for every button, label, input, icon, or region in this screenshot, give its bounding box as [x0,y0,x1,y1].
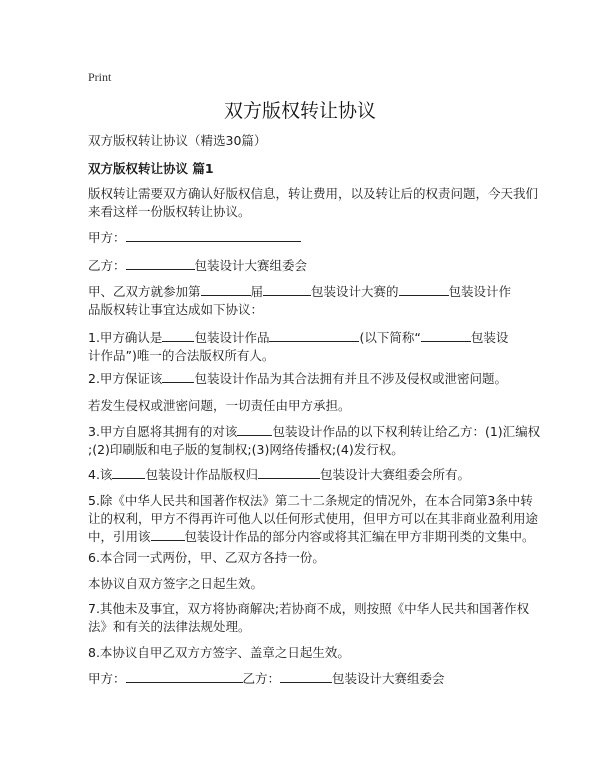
clause-1: 1.甲方确认是 包装设计作品 (以下简称“ 包装设 计作品”)唯一的合法版权所有人。 [88,330,509,363]
section-heading: 双方版权转让协议 篇1 [88,161,214,176]
blank [126,257,195,270]
intro-paragraph: 版权转让需要双方确认好版权信息，转让费用，以及转让后的权责问题，今天我们 来看这样一份版权转让协议。 [88,186,539,219]
clause-5: 5.除《中华人民共和国著作权法》第二十二条规定的情况外，在本合同第3条中转 让的权利，甲方不得再许可他人以任何形式使用，但甲方可以在其非商业盈利用途 中，引用该 包装设计作品的部分内容或将其汇编在甲方非期刊类的文集中。 [88,493,539,544]
print-link[interactable]: Print [88,70,112,84]
page-title: 双方版权转让协议 [223,100,376,122]
blank [162,329,194,342]
party-a-signature-blank [126,670,243,683]
blank [263,283,311,296]
agreement-paragraph: 甲、乙双方就参加第 届 包装设计大赛的 包装设计作 品版权转让事宜达成如下协议： [88,284,512,317]
clause-6: 6.本合同一式两份，甲、乙双方各持一份。 [88,550,325,565]
blank [151,528,185,541]
party-a-line: 甲方： [88,229,528,247]
clause-4: 4.该 包装设计作品版权归 包装设计大赛组委会所有。 [88,467,470,482]
party-b-line: 乙方： 包装设计大赛组委会 [88,258,308,273]
party-b-signature-blank [280,670,332,683]
blank [112,466,145,479]
blank [269,329,359,342]
clause-7: 7.其他未及事宜，双方将协商解决;若协商不成，则按照《中华人民共和国著作权 法》和有关的法律法规处理。 [88,601,530,634]
clause-6-note: 本协议自双方签字之日起生效。 [88,576,264,591]
clause-8: 8.本协议自甲乙双方方签字、盖章之日起生效。 [88,645,350,660]
clause-2: 2.甲方保证该 包装设计作品为其合法拥有并且不涉及侵权或泄密问题。 [88,371,507,386]
clause-3: 3.甲方自愿将其拥有的对该 包装设计作品的以下权利转让给乙方：(1)汇编权 ;(2)印刷版和电子版的复制权;(3)网络传播权;(4)发行权。 [88,424,541,457]
blank [421,329,471,342]
signature-line: 甲方： 乙方： 包装设计大赛组委会 [88,671,445,686]
blank [162,370,194,383]
party-a-blank [126,229,301,242]
blank [258,466,320,479]
clause-2-note: 若发生侵权或泄密问题，一切责任由甲方承担。 [88,398,351,413]
blank [201,283,251,296]
subtitle: 双方版权转让协议（精选30篇） [88,133,267,148]
blank [237,423,272,436]
blank [399,283,449,296]
